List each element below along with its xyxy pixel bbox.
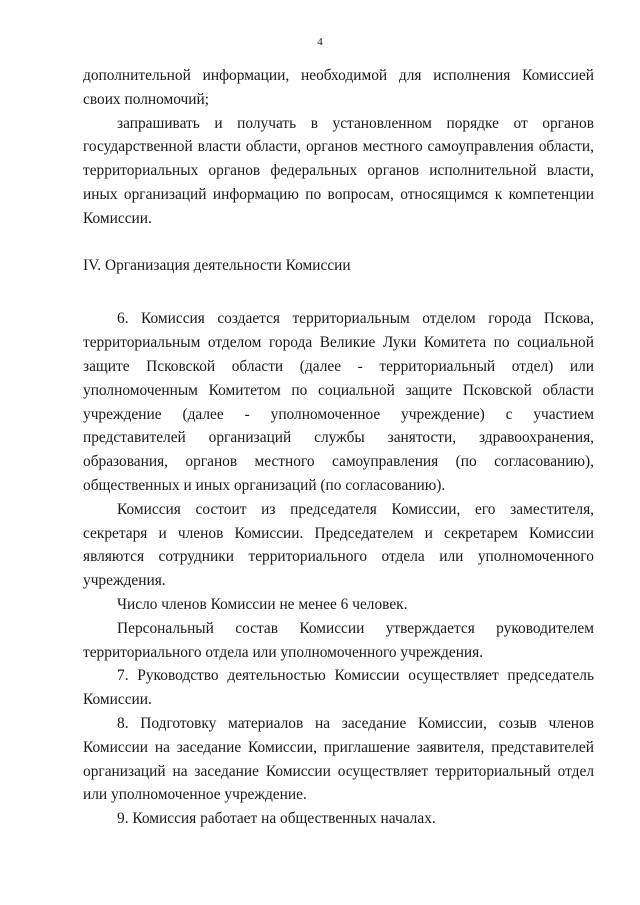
page-number: 4	[317, 36, 323, 48]
paragraph-7: 7. Руководство деятельностью Комиссии осуществляет председатель Комиссии.	[83, 667, 594, 709]
paragraph: Число членов Комиссии не менее 6 человек.	[117, 595, 408, 613]
paragraph-8: 8. Подготовку материалов на заседание Комиссии, созыв членов Комиссии на заседание Комиссии, приглашение заявителя, представителей организаций на заседание Комиссии осуществляет территориальный отдел или уполномоченное учреждение.	[83, 714, 594, 804]
paragraph: Комиссия состоит из председателя Комиссии, его заместителя, секретаря и членов Комиссии. Председателем и секретарем Комиссии являются сотрудники территориального отдела или уполномоченного учреждения.	[83, 500, 594, 590]
paragraph: запрашивать и получать в установленном порядке от органов государственной власти области, органов местного самоуправления области, территориальных органов федеральных органов исполнительной власти, иных организаций информацию по вопросам, относящимся к компетенции Комиссии.	[83, 114, 594, 227]
paragraph: Персональный состав Комиссии утверждается руководителем территориального отдела или уполномоченного учреждения.	[83, 619, 594, 661]
section-heading: IV. Организация деятельности Комиссии	[83, 256, 351, 274]
document-body	[83, 64, 594, 831]
paragraph-9: 9. Комиссия работает на общественных началах.	[117, 810, 436, 828]
paragraph: дополнительной информации, необходимой для исполнения Комиссией своих полномочий;	[83, 67, 594, 108]
paragraph-6: 6. Комиссия создается территориальным отделом города Пскова, территориальным отделом города Великие Луки Комитета по социальной защите Псковской области (далее - территориальный отдел) или уполномоченным Комитетом по социальной защите Псковской области учреждение (далее - уполномоченное учреждение) с участием представителей организаций службы занятости, здравоохранения, образования, органов местного самоуправления (по согласованию), общественных и иных организаций (по согласованию).	[83, 310, 594, 494]
